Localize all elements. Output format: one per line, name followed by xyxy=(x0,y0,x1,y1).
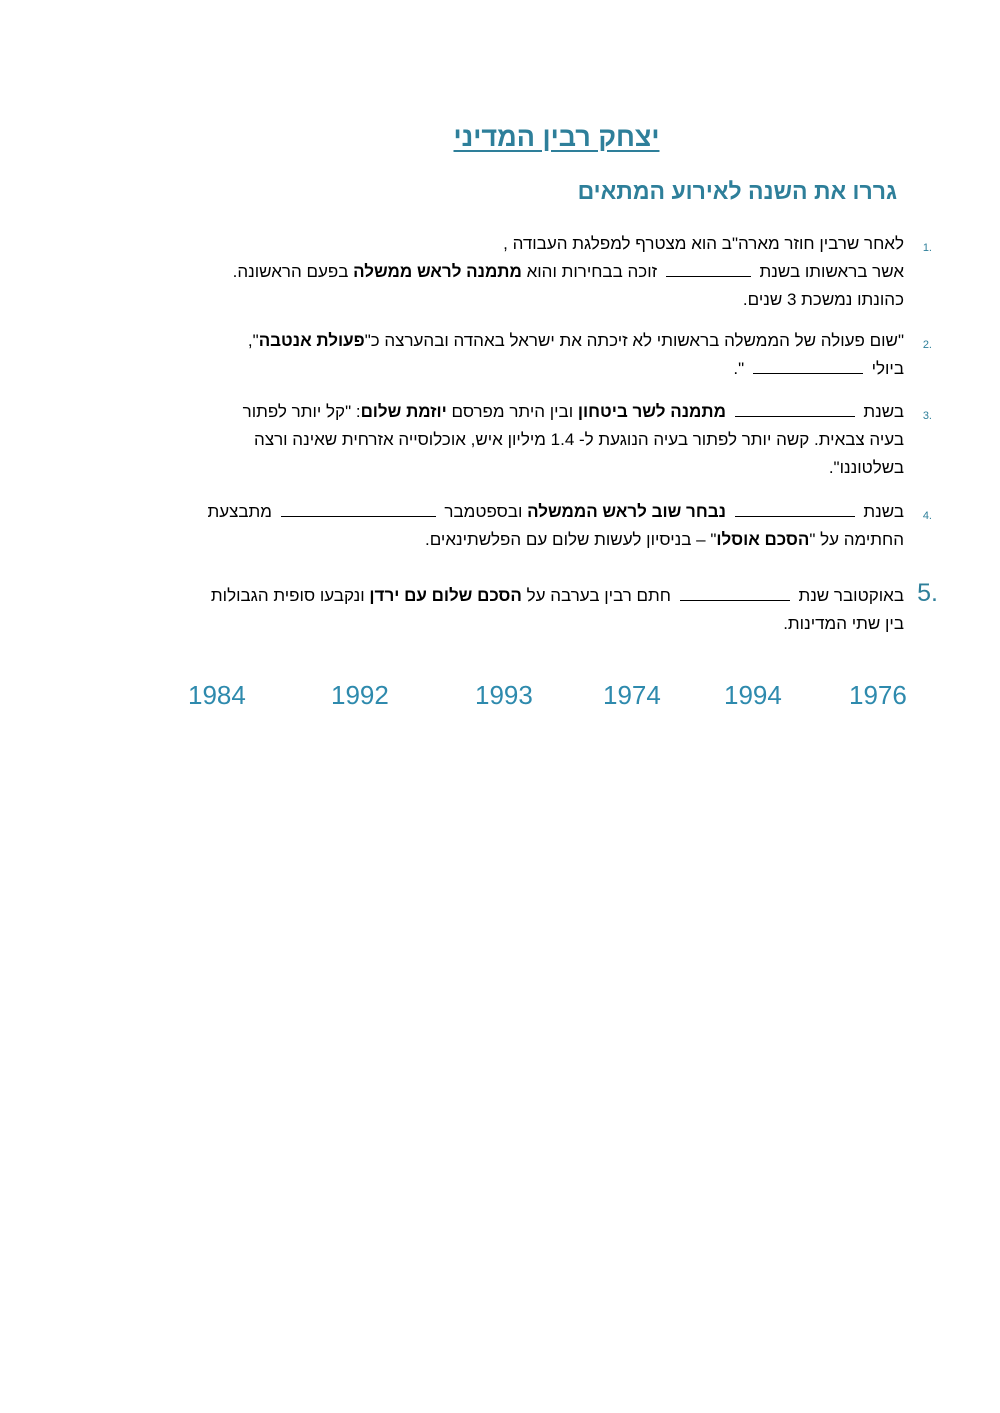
question-line xyxy=(182,286,904,314)
question-line xyxy=(182,230,904,258)
question-body xyxy=(182,398,904,482)
question-text: ונקבעו סופית הגבולות xyxy=(210,586,370,605)
year-drop-blank[interactable] xyxy=(735,402,855,417)
year-option[interactable]: 1994 xyxy=(724,680,782,710)
question-text: ביולי xyxy=(866,359,904,378)
year-option[interactable]: 1974 xyxy=(603,680,661,710)
question-line xyxy=(162,610,904,638)
instruction-text: גררו את השנה לאירוע המתאים xyxy=(577,178,897,204)
question-line xyxy=(182,398,904,426)
question-text: בעיה צבאית. קשה יותר לפתור בעיה הנוגעת ל- 1.4 מיליון איש, אוכלוסייה אזרחית שאינה ורצה xyxy=(254,430,904,449)
year-drop-blank[interactable] xyxy=(680,586,790,601)
year-drop-blank[interactable] xyxy=(281,502,436,517)
question-line xyxy=(182,327,904,355)
bold-term: מתמנה לשר ביטחון xyxy=(577,402,726,421)
question-4 xyxy=(182,498,932,554)
question-body xyxy=(182,327,904,383)
question-line xyxy=(182,426,904,454)
question-body xyxy=(162,582,904,638)
question-text: באוקטובר שנת xyxy=(793,586,904,605)
question-3 xyxy=(182,398,932,482)
question-text: לאחר שרבין חוזר מארה"ב הוא מצטרף למפלגת העבודה , xyxy=(503,234,904,253)
question-text: מתבצעת xyxy=(207,502,277,521)
question-text: : "קל יותר לפתור xyxy=(242,402,361,421)
question-line xyxy=(182,526,904,554)
year-drop-blank[interactable] xyxy=(666,262,751,277)
question-text: כהונתו נמשכת 3 שנים. xyxy=(742,290,904,309)
question-text: ובספטמבר xyxy=(439,502,528,521)
question-2 xyxy=(182,327,932,383)
question-number: 1. xyxy=(922,242,932,254)
question-body xyxy=(182,498,904,554)
year-option[interactable]: 1992 xyxy=(331,680,389,710)
question-text: ", xyxy=(247,331,259,350)
question-text: "שום פעולה של הממשלה בראשותי לא זיכתה את ישראל באהדה ובהערצה כ" xyxy=(364,331,904,350)
question-text: אשר בראשותו בשנת xyxy=(754,262,904,281)
question-line xyxy=(182,355,904,383)
bold-term: פעולת אנטבה xyxy=(258,331,365,350)
question-text: בשלטוננו". xyxy=(828,458,904,477)
year-option[interactable]: 1984 xyxy=(188,680,246,710)
question-5 xyxy=(162,579,938,638)
question-text: ". xyxy=(733,359,749,378)
page-title: יצחק רבין המדיני xyxy=(453,122,660,152)
question-line xyxy=(182,454,904,482)
year-option[interactable]: 1993 xyxy=(475,680,533,710)
year-drop-blank[interactable] xyxy=(735,502,855,517)
question-line xyxy=(182,258,904,286)
question-text xyxy=(726,402,731,421)
question-body xyxy=(182,230,904,314)
year-options xyxy=(0,680,1000,720)
question-text: זוכה בבחירות והוא xyxy=(521,262,662,281)
bold-term: נבחר שוב לראש הממשלה xyxy=(527,502,726,521)
question-text: חתם רבין בערבה על xyxy=(521,586,676,605)
question-text: בפעם הראשונה. xyxy=(232,262,354,281)
question-line xyxy=(182,498,904,526)
question-text: " – בניסיון לעשות שלום עם הפלשתינאים. xyxy=(425,530,717,549)
bold-term: הסכם שלום עם ירדן xyxy=(369,586,522,605)
question-number: 3. xyxy=(922,410,932,422)
question-line xyxy=(162,582,904,610)
question-number: 2. xyxy=(922,339,932,351)
question-number: 4. xyxy=(922,510,932,522)
question-text: החתימה על " xyxy=(809,530,904,549)
year-option[interactable]: 1976 xyxy=(849,680,907,710)
bold-term: יוזמת שלום xyxy=(360,402,447,421)
bold-term: הסכם אוסלו xyxy=(716,530,810,549)
question-text: בשנת xyxy=(858,402,904,421)
question-1 xyxy=(182,230,932,314)
question-number: 5. xyxy=(917,579,938,607)
question-text xyxy=(726,502,731,521)
question-text: בין שתי המדינות. xyxy=(783,614,904,633)
question-text: ובין היתר מפרסם xyxy=(446,402,578,421)
bold-term: מתמנה לראש ממשלה xyxy=(353,262,522,281)
year-drop-blank[interactable] xyxy=(753,359,863,374)
question-text: בשנת xyxy=(858,502,904,521)
